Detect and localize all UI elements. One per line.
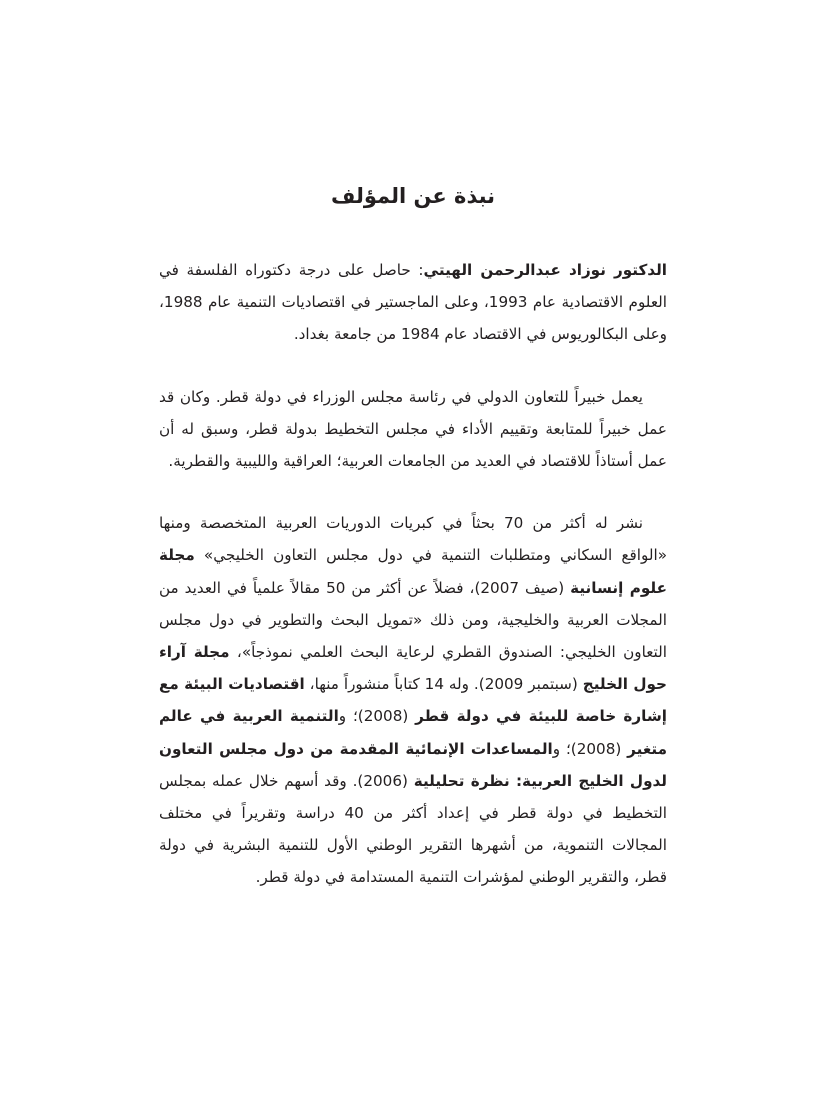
- paragraph-publications: [159, 507, 667, 893]
- paragraph-text: (2008)؛ و: [338, 707, 416, 726]
- paragraph-text: يعمل خبيراً للتعاون الدولي في رئاسة مجلس الوزراء في دولة قطر. وكان قد عمل خبيراً للمتابعة وتقييم الأداء في مجلس التخطيط بدولة قطر، وسبق له أن عمل أستاذاً للاقتصاد في العديد من الجامعات العربية؛ العراقية والليبية والقطرية.: [159, 387, 667, 471]
- book-title: اقتصاديات البيئة مع إشارة خاصة للبيئة في دولة قطر: [159, 675, 667, 726]
- paragraph-education: [159, 254, 667, 351]
- book-title: المساعدات الإنمائية المقدمة من دول مجلس التعاون لدول الخليج العربية: نظرة تحليلية: [159, 739, 667, 790]
- paragraph-career: [159, 381, 667, 478]
- paragraph-text: نشر له أكثر من 70 بحثاً في كبريات الدوريات العربية المتخصصة ومنها «الواقع السكاني ومتطلبات التنمية في دول مجلس التعاون الخليجي»: [159, 514, 667, 565]
- paragraph-text: (سبتمبر 2009). وله 14 كتاباً منشوراً منها،: [304, 675, 583, 694]
- paragraph-text: (صيف 2007)، فضلاً عن أكثر من 50 مقالاً علمياً في العديد من المجلات العربية والخليجية، ومن ذلك «تمويل البحث والتطوير في دول مجلس التعاون الخليجي: الصندوق القطري لرعاية البحث العلمي نموذجاً»،: [159, 578, 667, 662]
- author-bio: [159, 254, 667, 924]
- book-title: التنمية العربية في عالم متغير: [159, 707, 667, 758]
- page-title: نبذة عن المؤلف: [330, 184, 496, 208]
- author-name: الدكتور نوزاد عبدالرحمن الهيتي: [423, 261, 667, 279]
- journal-title: مجلة آراء حول الخليج: [159, 643, 667, 694]
- paragraph-text: (2006). وقد أسهم خلال عمله بمجلس التخطيط في دولة قطر في إعداد أكثر من 40 دراسة وتقريراً في مختلف المجالات التنموية، من أشهرها التقرير الوطني الأول للتنمية البشرية في دولة قطر، والتقرير الوطني لمؤشرات التنمية المستدامة في دولة قطر.: [159, 771, 667, 887]
- paragraph-text: (2008)؛ و: [552, 739, 628, 758]
- paragraph-text: : حاصل على درجة دكتوراه الفلسفة في العلوم الاقتصادية عام 1993، وعلى الماجستير في اقتصاديات التنمية عام 1988، وعلى البكالوريوس في الاقتصاد عام 1984 من جامعة بغداد.: [159, 261, 667, 344]
- journal-title: مجلة علوم إنسانية: [159, 546, 667, 597]
